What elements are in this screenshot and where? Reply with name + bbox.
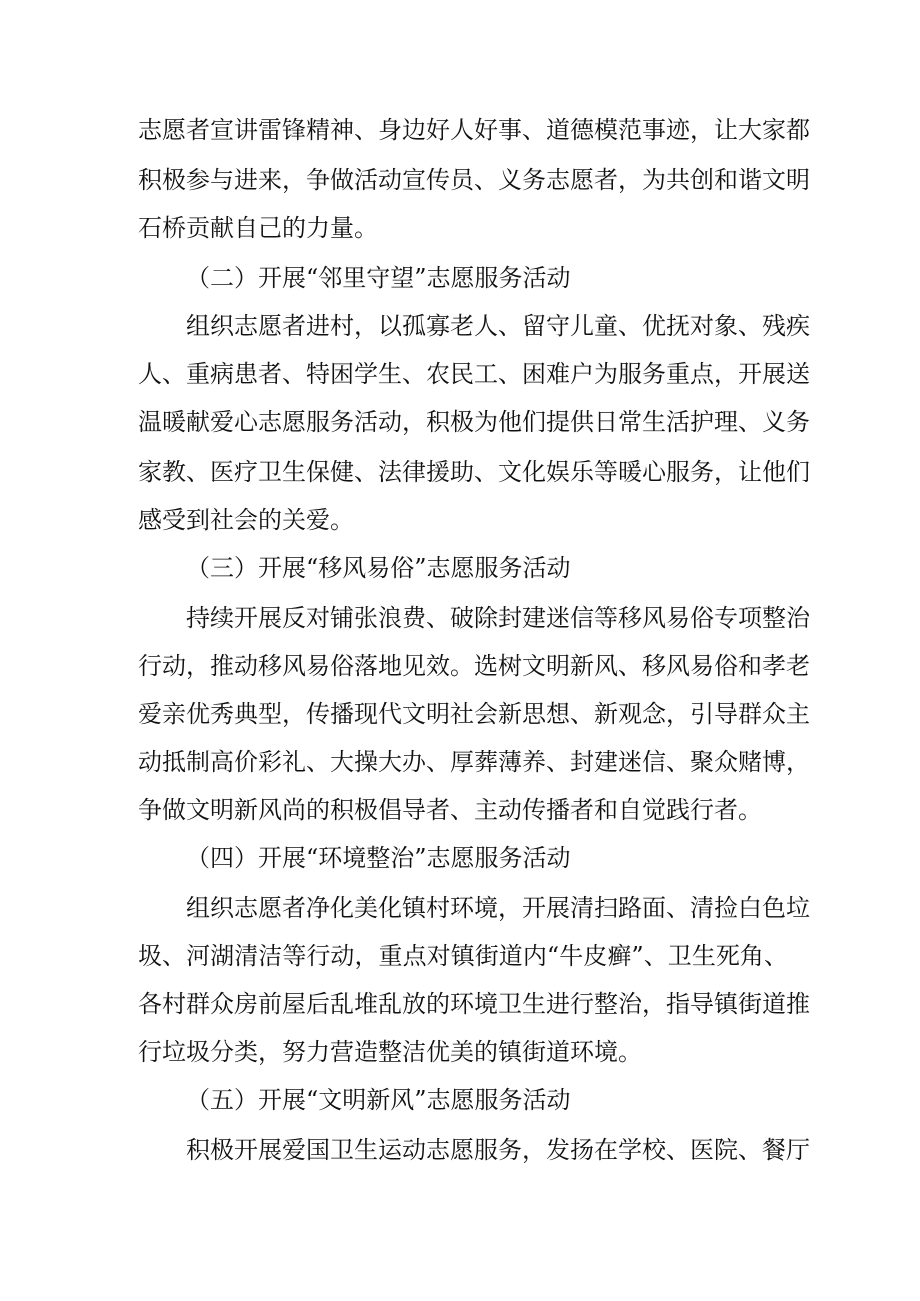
paragraph-line: 行垃圾分类，努力营造整洁优美的镇街道环境。 [138, 1038, 642, 1066]
paragraph-line: 感受到社会的关爱。 [138, 506, 354, 534]
paragraph-line: 各村群众房前屋后乱堆乱放的环境卫生进行整治，指导镇街道推 [138, 990, 810, 1018]
paragraph-line: 积极参与进来，争做活动宣传员、义务志愿者，为共创和谐文明 [138, 166, 810, 194]
section-heading-2: （二）开展“邻里守望”志愿服务活动 [186, 264, 571, 292]
paragraph-line: 圾、河湖清洁等行动，重点对镇街道内“牛皮癣”、卫生死角、 [138, 942, 788, 970]
section-heading-5: （五）开展“文明新风”志愿服务活动 [186, 1086, 571, 1114]
paragraph-line: 争做文明新风尚的积极倡导者、主动传播者和自觉践行者。 [138, 796, 762, 824]
paragraph-line: 动抵制高价彩礼、大操大办、厚葬薄养、封建迷信、聚众赌博， [138, 748, 810, 776]
paragraph-line: 家教、医疗卫生保健、法律援助、文化娱乐等暖心服务，让他们 [138, 458, 810, 486]
paragraph-line: 组织志愿者进村，以孤寡老人、留守儿童、优抚对象、残疾 [186, 312, 810, 340]
section-heading-3: （三）开展“移风易俗”志愿服务活动 [186, 554, 571, 582]
paragraph-line: 人、重病患者、特困学生、农民工、困难户为服务重点，开展送 [138, 360, 810, 388]
paragraph-line: 温暖献爱心志愿服务活动，积极为他们提供日常生活护理、义务 [138, 408, 810, 436]
paragraph-line: 积极开展爱国卫生运动志愿服务，发扬在学校、医院、餐厅 [186, 1136, 810, 1164]
paragraph-line: 行动，推动移风易俗落地见效。选树文明新风、移风易俗和孝老 [138, 652, 810, 680]
paragraph-line: 组织志愿者净化美化镇村环境，开展清扫路面、清捡白色垃 [186, 894, 810, 922]
paragraph-line: 爱亲优秀典型，传播现代文明社会新思想、新观念，引导群众主 [138, 700, 810, 728]
paragraph-line: 志愿者宣讲雷锋精神、身边好人好事、道德模范事迹，让大家都 [138, 116, 810, 144]
paragraph-line: 石桥贡献自己的力量。 [138, 214, 378, 242]
section-heading-4: （四）开展“环境整治”志愿服务活动 [186, 844, 571, 872]
paragraph-line: 持续开展反对铺张浪费、破除封建迷信等移风易俗专项整治 [186, 604, 810, 632]
